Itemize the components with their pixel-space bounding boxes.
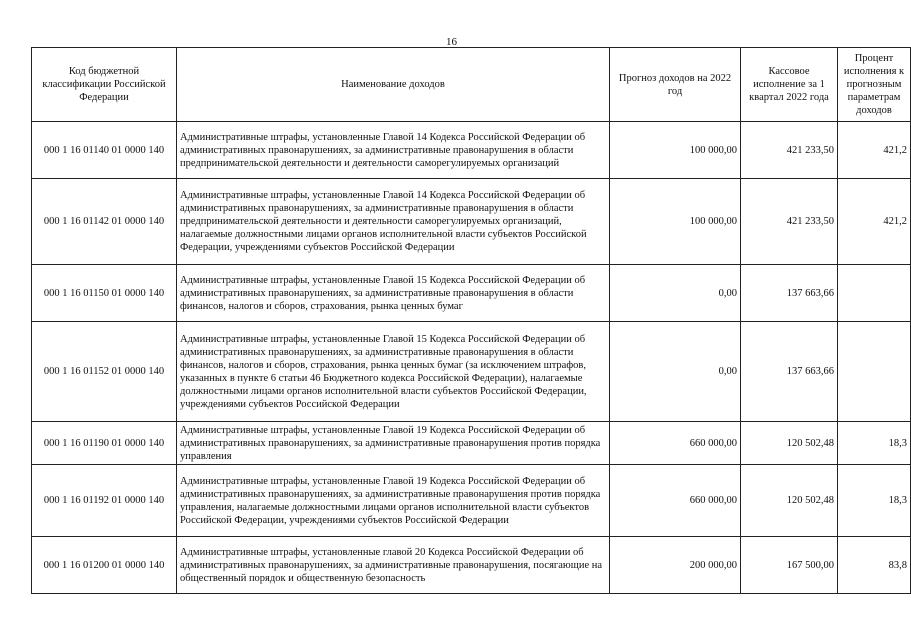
row-name: Административные штрафы, установленные Главой 19 Кодекса Российской Федерации об административных правонарушениях, за административные правонарушения против порядка управления <box>177 422 610 465</box>
row-percent: 421,2 <box>838 179 911 265</box>
row-percent: 18,3 <box>838 422 911 465</box>
table-row <box>32 122 911 179</box>
header-code: Код бюджетной классификации Российской Федерации <box>32 48 177 122</box>
header-percent: Процент исполнения к прогнозным параметрам доходов <box>838 48 911 122</box>
table-row <box>32 537 911 594</box>
row-cash: 421 233,50 <box>741 179 838 265</box>
row-forecast: 0,00 <box>610 322 741 422</box>
row-percent <box>838 322 911 422</box>
row-forecast: 200 000,00 <box>610 537 741 594</box>
row-code: 000 1 16 01190 01 0000 140 <box>32 422 177 465</box>
row-cash: 120 502,48 <box>741 422 838 465</box>
table-header-row <box>32 48 911 122</box>
row-forecast: 660 000,00 <box>610 465 741 537</box>
row-cash: 421 233,50 <box>741 122 838 179</box>
table-row <box>32 265 911 322</box>
header-cash: Кассовое исполнение за 1 квартал 2022 года <box>741 48 838 122</box>
row-code: 000 1 16 01142 01 0000 140 <box>32 179 177 265</box>
row-cash: 137 663,66 <box>741 265 838 322</box>
row-code: 000 1 16 01192 01 0000 140 <box>32 465 177 537</box>
row-forecast: 0,00 <box>610 265 741 322</box>
header-name: Наименование доходов <box>177 48 610 122</box>
header-forecast: Прогноз доходов на 2022 год <box>610 48 741 122</box>
row-name: Административные штрафы, установленные главой 20 Кодекса Российской Федерации об административных правонарушениях, за административные правонарушения, посягающие на общественный порядок и общественную безопасность <box>177 537 610 594</box>
row-percent: 18,3 <box>838 465 911 537</box>
table-row <box>32 465 911 537</box>
page-number: 16 <box>446 36 457 48</box>
row-name: Административные штрафы, установленные Главой 19 Кодекса Российской Федерации об административных правонарушениях, за административные правонарушения против порядка управления, налагаемые должностными лицами органов исполнительной власти субъектов Российской Федерации, учреждениями субъектов Российской Федерации <box>177 465 610 537</box>
row-forecast: 100 000,00 <box>610 122 741 179</box>
row-percent: 421,2 <box>838 122 911 179</box>
row-cash: 167 500,00 <box>741 537 838 594</box>
row-forecast: 660 000,00 <box>610 422 741 465</box>
row-code: 000 1 16 01150 01 0000 140 <box>32 265 177 322</box>
row-cash: 137 663,66 <box>741 322 838 422</box>
row-cash: 120 502,48 <box>741 465 838 537</box>
budget-revenue-table <box>31 47 911 594</box>
table-row <box>32 322 911 422</box>
table-row <box>32 422 911 465</box>
row-name: Административные штрафы, установленные Главой 15 Кодекса Российской Федерации об административных правонарушениях, за административные правонарушения в области финансов, налогов и сборов, страхования, рынка ценных бумаг (за исключением штрафов, указанных в пункте 6 статьи 46 Бюджетного кодекса Российской Федерации), налагаемые должностными лицами органов исполнительной власти субъектов Российской Федерации, учреждениями субъектов Российской Федерации <box>177 322 610 422</box>
table-row <box>32 179 911 265</box>
row-percent: 83,8 <box>838 537 911 594</box>
row-name: Административные штрафы, установленные Главой 14 Кодекса Российской Федерации об административных правонарушениях, за административные правонарушения в области предпринимательской деятельности и деятельности саморегулируемых организаций <box>177 122 610 179</box>
row-forecast: 100 000,00 <box>610 179 741 265</box>
row-code: 000 1 16 01152 01 0000 140 <box>32 322 177 422</box>
row-code: 000 1 16 01140 01 0000 140 <box>32 122 177 179</box>
row-code: 000 1 16 01200 01 0000 140 <box>32 537 177 594</box>
row-name: Административные штрафы, установленные Главой 15 Кодекса Российской Федерации об административных правонарушениях, за административные правонарушения в области финансов, налогов и сборов, страхования, рынка ценных бумаг <box>177 265 610 322</box>
row-name: Административные штрафы, установленные Главой 14 Кодекса Российской Федерации об административных правонарушениях, за административные правонарушения в области предпринимательской деятельности и деятельности саморегулируемых организаций, налагаемые должностными лицами органов исполнительной власти субъектов Российской Федерации, учреждениями субъектов Российской Федерации <box>177 179 610 265</box>
row-percent <box>838 265 911 322</box>
